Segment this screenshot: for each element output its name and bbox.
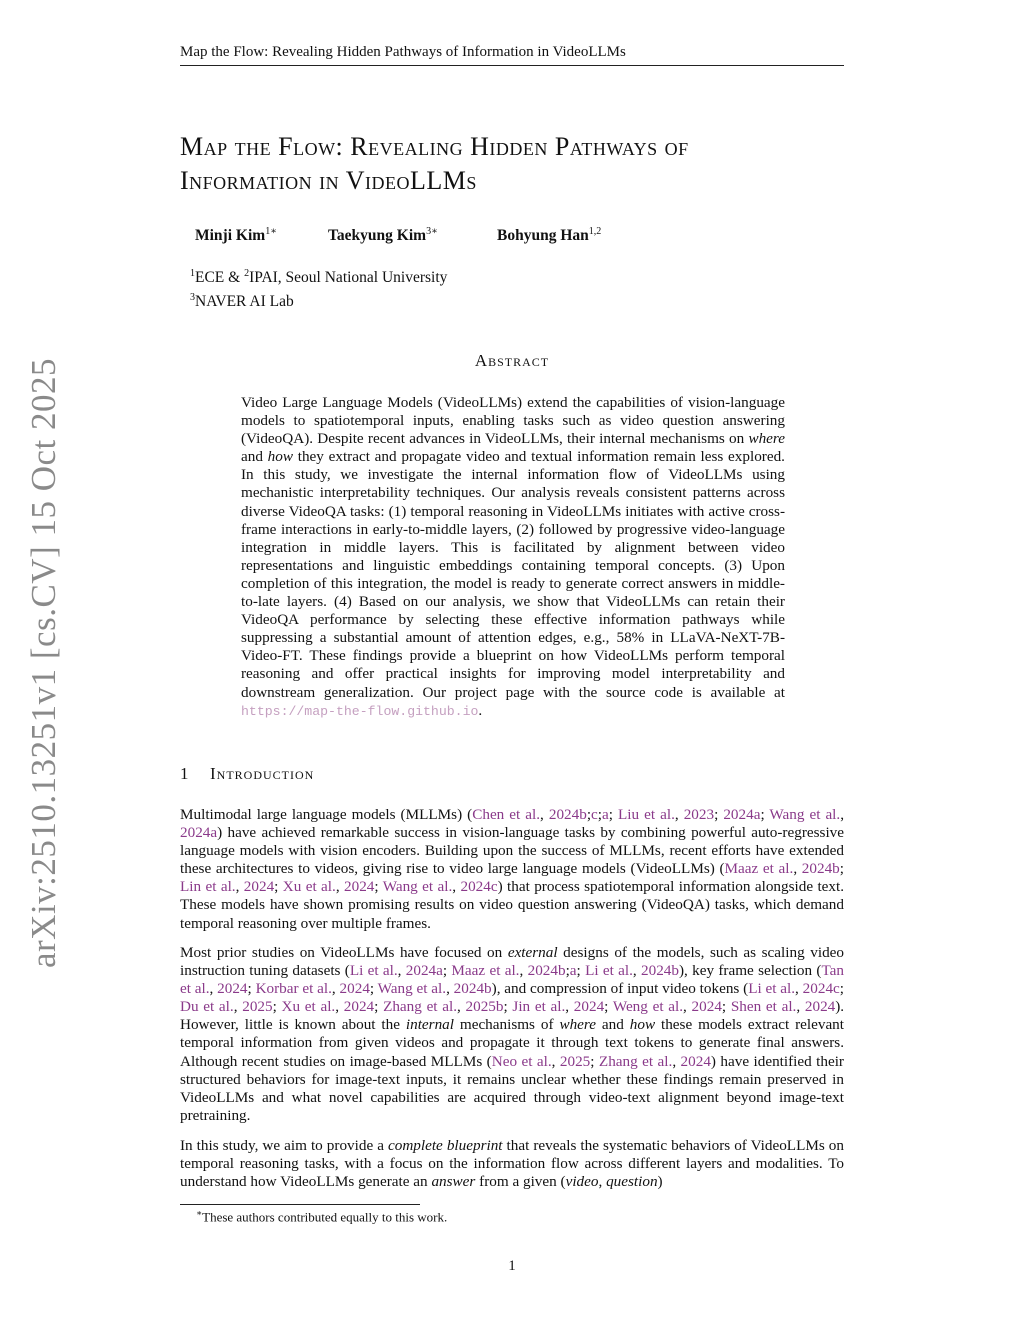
affiliation-line-2: $^3$NAVER AI Lab bbox=[190, 292, 294, 311]
citation-link[interactable]: 2024 bbox=[243, 878, 275, 896]
citation-link[interactable]: Zhang et al. bbox=[383, 998, 457, 1016]
affiliations bbox=[190, 264, 447, 312]
citation-link[interactable]: 2024b bbox=[641, 962, 679, 980]
running-head: Map the Flow: Revealing Hidden Pathways of Information in VideoLLMs bbox=[180, 44, 844, 66]
arxiv-identifier-stamp: arXiv:2510.13251v1 [cs.CV] 15 Oct 2025 bbox=[24, 357, 63, 969]
citation-link[interactable]: 2023 bbox=[683, 806, 715, 823]
citation-link[interactable]: 2024 bbox=[691, 998, 722, 1016]
citation-link[interactable]: a bbox=[569, 962, 577, 980]
citation-link[interactable]: Korbar et al. bbox=[255, 980, 332, 998]
citation-link[interactable]: 2025 bbox=[242, 998, 273, 1016]
citation-link[interactable]: Chen et al. bbox=[472, 806, 541, 823]
citation-link[interactable]: 2024 bbox=[573, 998, 605, 1016]
citation-link[interactable]: Zhang et al. bbox=[598, 1052, 673, 1070]
citation-link[interactable]: Wang et al. bbox=[769, 806, 841, 823]
citation-link[interactable]: 2024c bbox=[460, 878, 498, 896]
citation-link[interactable]: Tan et al. bbox=[180, 962, 844, 998]
intro-paragraph-2: Most prior studies on VideoLLMs have focused on external designs of the models, such as scaling video instruction tuning datasets (Li et al., 2024a; Maaz et al., 2024b;a; Li et al., 2024b), key frame selection (Tan et al., 2024; Korbar et al., 2024; Wang et al., 2024b), and compression of input video tokens (Li et al., 2024c; Du et al., 2025; Xu et al., 2024; Zhang et al., 2025b; Jin et al., 2024; Weng et al., 2024; Shen et al., 2024). However, little is known about the internal mechanisms of where and how these models extract relevant temporal information from given videos and propagate it through text tokens to generate final answers. Although recent studies on image-based MLLMs (Neo et al., 2025; Zhang et al., 2024) have identified their structured behaviors for image-text inputs, it remains unclear whether these findings remain preserved in VideoLLMs and what novel capabilities are acquired through video-text alignment beyond image-text pretraining. bbox=[180, 944, 845, 1124]
author-2: Taekyung Kim$^{3∗}$ bbox=[328, 226, 438, 245]
intro-paragraph-1: Multimodal large language models (MLLMs) (Chen et al., 2024b;c;a; Liu et al., 2023; 2024a; Wang et al., 2024a) have achieved remarkable success in vision-language tasks by combining powerful auto-regressive language models with vision encoders. Building upon the success of MLLMs, recent efforts have extended these architectures to videos, giving rise to video large language models (VideoLLMs) (Maaz et al., 2024b; Lin et al., 2024; Xu et al., 2024; Wang et al., 2024c) that process spatiotemporal information alongside text. These models have shown promising results on video question answering (VideoQA) tasks, which demand temporal reasoning over multiple frames. bbox=[180, 806, 845, 932]
citation-link[interactable]: 2024 bbox=[804, 998, 836, 1016]
title-line-2: Information in VideoLLMs bbox=[180, 166, 477, 195]
citation-link[interactable]: Weng et al. bbox=[612, 998, 684, 1016]
citation-link[interactable]: Xu et al. bbox=[282, 878, 336, 896]
citation-link[interactable]: 2024 bbox=[339, 980, 370, 998]
citation-link[interactable]: Wang et al. bbox=[382, 878, 453, 896]
citation-link[interactable]: Lin et al. bbox=[180, 878, 236, 896]
citation-link[interactable]: Maaz et al. bbox=[451, 962, 520, 980]
footnote: ∗These authors contributed equally to this work. bbox=[196, 1208, 448, 1225]
title-line-1: Map the Flow: Revealing Hidden Pathways of bbox=[180, 132, 689, 161]
citation-link[interactable]: a bbox=[602, 806, 609, 823]
citation-link[interactable]: Maaz et al. bbox=[724, 860, 794, 878]
page-number: 1 bbox=[508, 1258, 516, 1274]
citation-link[interactable]: 2024a bbox=[723, 806, 761, 823]
citation-link[interactable]: Li et al. bbox=[349, 962, 398, 980]
citation-link[interactable]: Li et al. bbox=[748, 980, 796, 998]
citation-link[interactable]: 2024b bbox=[527, 962, 566, 980]
citation-link[interactable]: 2024c bbox=[802, 980, 840, 998]
citation-link[interactable]: c bbox=[591, 806, 598, 823]
citation-link[interactable]: 2024b bbox=[453, 980, 492, 998]
author-3: Bohyung Han$^{1,2}$ bbox=[497, 226, 602, 245]
citation-link[interactable]: Du et al. bbox=[180, 998, 234, 1016]
abstract-heading: Abstract bbox=[474, 351, 550, 370]
citation-link[interactable]: 2024b bbox=[801, 860, 840, 878]
citation-link[interactable]: 2024b bbox=[548, 806, 587, 823]
citation-link[interactable]: Xu et al. bbox=[281, 998, 336, 1016]
citation-link[interactable]: 2025 bbox=[559, 1052, 591, 1070]
citation-link[interactable]: 2024a bbox=[180, 824, 218, 842]
section-heading-introduction: 1 Introduction bbox=[180, 764, 315, 783]
citation-link[interactable]: 2024a bbox=[405, 962, 443, 980]
citation-link[interactable]: Wang et al. bbox=[377, 980, 447, 998]
citation-link[interactable]: Liu et al. bbox=[618, 806, 675, 823]
paper-title bbox=[180, 130, 860, 198]
footnote-rule bbox=[180, 1204, 420, 1205]
citation-link[interactable]: 2024 bbox=[344, 878, 375, 896]
project-url-link[interactable]: https://map-the-flow.github.io bbox=[241, 703, 479, 719]
citation-link[interactable]: 2024 bbox=[680, 1052, 711, 1070]
abstract-body: Video Large Language Models (VideoLLMs) extend the capabilities of vision-language models to spatiotemporal inputs, enabling tasks such as video question answering (VideoQA). Despite recent advances in VideoLLMs, their internal mechanisms on where and how they extract and propagate video and textual information remain less explored. In this study, we investigate the internal information flow of VideoLLMs using mechanistic interpretability techniques. Our analysis reveals consistent patterns across diverse VideoQA tasks: (1) temporal reasoning in VideoLLMs initiates with active cross-frame interactions in early-to-middle layers, (2) followed by progressive video-language integration in middle layers. This is facilitated by alignment between video representations and linguistic embeddings containing temporal concepts. (3) Upon completion of this integration, the model is ready to generate correct answers in middle-to-late layers. (4) Based on our analysis, we show that VideoLLMs can retain their VideoQA performance by selecting these effective information pathways while suppressing a substantial amount of attention edges, e.g., 58% in LLaVA-NeXT-7B-Video-FT. These findings provide a blueprint on how VideoLLMs perform temporal reasoning and offer practical insights for improving model interpretability and downstream generalization. Our project page with the source code is available at https://map-the-flow.github.io. bbox=[241, 394, 785, 719]
intro-paragraph-3: In this study, we aim to provide a complete blueprint that reveals the systematic behaviors of VideoLLMs on temporal reasoning tasks, with a focus on the information flow across different layers and modalities. To understand how VideoLLMs generate an answer from a given (video, question) bbox=[180, 1137, 844, 1191]
citation-link[interactable]: Jin et al. bbox=[512, 998, 566, 1016]
citation-link[interactable]: Li et al. bbox=[585, 962, 633, 980]
author-1: Minji Kim$^{1∗}$ bbox=[195, 226, 277, 245]
affiliation-line-1: $^1$ECE & $^2$IPAI, Seoul National University bbox=[190, 268, 448, 287]
citation-link[interactable]: 2024 bbox=[217, 980, 248, 998]
citation-link[interactable]: Shen et al. bbox=[730, 998, 797, 1016]
citation-link[interactable]: 2024 bbox=[343, 998, 375, 1016]
citation-link[interactable]: 2025b bbox=[465, 998, 504, 1016]
citation-link[interactable]: Neo et al. bbox=[491, 1052, 552, 1070]
